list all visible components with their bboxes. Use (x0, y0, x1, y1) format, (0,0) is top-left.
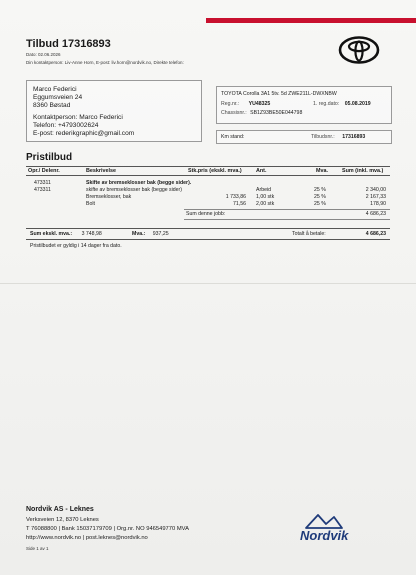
row-op: 473311 (34, 180, 51, 186)
contact-value: Marco Federici (79, 114, 123, 121)
totals-top-rule (26, 228, 390, 229)
chassis-label: Chassisnr.: (221, 110, 247, 116)
row-vat: 25 % (314, 187, 326, 193)
vat-value: 937,25 (152, 231, 169, 237)
row-vat: 25 % (314, 194, 326, 200)
total-label: Totalt å betale: (292, 231, 326, 237)
col-qty: Ant. (256, 168, 267, 174)
row-desc: Bolt (86, 201, 95, 207)
offer-number-value: 17316893 (342, 134, 366, 140)
footer-web: http://www.nordvik.no | post.leknes@nordvik.no (26, 535, 148, 541)
first-reg-label: 1. reg.dato: (313, 101, 340, 107)
reg-value: YU48325 (248, 101, 271, 107)
col-vat: Mva. (316, 168, 328, 174)
vat-total (132, 231, 169, 237)
customer-box (26, 80, 202, 142)
sum-ex-label: Sum ekskl. mva.: (30, 231, 73, 237)
row-sum: 178,90 (370, 201, 386, 207)
nordvik-brand: Nordvik (300, 528, 349, 543)
row-vat: 25 % (314, 201, 326, 207)
col-price: Stk.pris (ekskl. mva.) (188, 168, 242, 174)
row-qty: 1,00 stk (256, 194, 275, 200)
offer-number-label: Tilbudsnr.: (311, 134, 335, 140)
phone-label: Telefon: (33, 122, 57, 129)
row-sum: 2 167,33 (365, 194, 386, 200)
job-sum-bottom-rule (184, 219, 390, 220)
chassis-value: SB1Z93BE50E044798 (250, 110, 303, 116)
vehicle-chassis (221, 110, 302, 116)
row-sum: 2 340,00 (365, 187, 386, 193)
brand-accent-bar (206, 18, 416, 23)
section-title: Pristilbud (26, 152, 73, 163)
first-reg-value: 05.08.2019 (344, 101, 371, 107)
customer-street: Eggumsveien 24 (33, 94, 83, 101)
vehicle-first-reg (313, 101, 371, 107)
row-op: 473311 (34, 187, 51, 193)
col-sum: Sum (inkl. mva.) (342, 168, 384, 174)
customer-name: Marco Federici (33, 86, 77, 93)
sum-ex-value: 3 748,98 (81, 231, 102, 237)
contact-label: Kontaktperson: (33, 114, 78, 121)
total-value: 4 686,23 (365, 231, 386, 237)
row-qty: 2,00 stk (256, 201, 275, 207)
km-label: Km stand: (221, 134, 245, 140)
totals-bottom-rule (26, 239, 390, 240)
contact-person-line: Din kontaktperson: Liv-Anne Horn, E-post: liv.horn@nordvik.no, Direkte telefon: (26, 60, 184, 65)
vehicle-reg (221, 101, 270, 107)
table-header-rule (26, 175, 390, 176)
row-price: 1 733,86 (225, 194, 246, 200)
row-desc: skifte av bremseklosser bak (begge sider) (86, 187, 183, 193)
footer-address: Verksveien 12, 8370 Leknes (26, 517, 99, 523)
footer-phone-bank: T 76088800 | Bank 15037179709 | Org.nr. NO 946549770 MVA (26, 526, 189, 532)
row-desc: Bremseklosser, bak (86, 194, 132, 200)
customer-city: 8360 Bøstad (33, 102, 71, 109)
row-price: 71,56 (233, 201, 246, 207)
phone-value: +4793002624 (57, 122, 99, 129)
offer-date: Dato: 02.06.2026 (26, 52, 61, 57)
job-sum-rule (184, 209, 390, 210)
job-sum-label: Sum denne jobb: (186, 211, 226, 217)
vehicle-box (216, 86, 392, 124)
col-op: Opr./ Delenr. (28, 168, 60, 174)
km-offer-box (216, 130, 392, 144)
offer-title: Tilbud 17316893 (26, 38, 111, 50)
reg-label: Reg.nr.: (221, 101, 240, 107)
offer-number (311, 134, 365, 140)
customer-email (33, 130, 134, 138)
footer-page-number: Side 1 av 1 (26, 546, 49, 551)
row-desc: Skifte av bremseklosser bak (begge sider). (86, 180, 192, 186)
toyota-logo-icon (338, 36, 380, 64)
table-top-rule (26, 166, 390, 167)
vehicle-model: TOYOTA Corolla 3A1 5tv. 5d ZWE211L-DWXNBW (221, 91, 337, 97)
email-label: E-post: (33, 130, 54, 137)
row-qty: Arbeid (256, 187, 271, 193)
vat-label: Mva.: (132, 231, 146, 237)
sum-ex-vat (30, 231, 102, 237)
job-sum-value: 4 686,23 (365, 211, 386, 217)
footer-company: Nordvik AS - Leknes (26, 506, 94, 513)
paper-fold-line (0, 283, 416, 284)
validity-note: Pristilbudet er gyldig i 14 dager fra dato. (30, 243, 122, 249)
col-desc: Beskrivelse (86, 168, 116, 174)
email-value: rederikgraphic@gmail.com (55, 130, 135, 137)
